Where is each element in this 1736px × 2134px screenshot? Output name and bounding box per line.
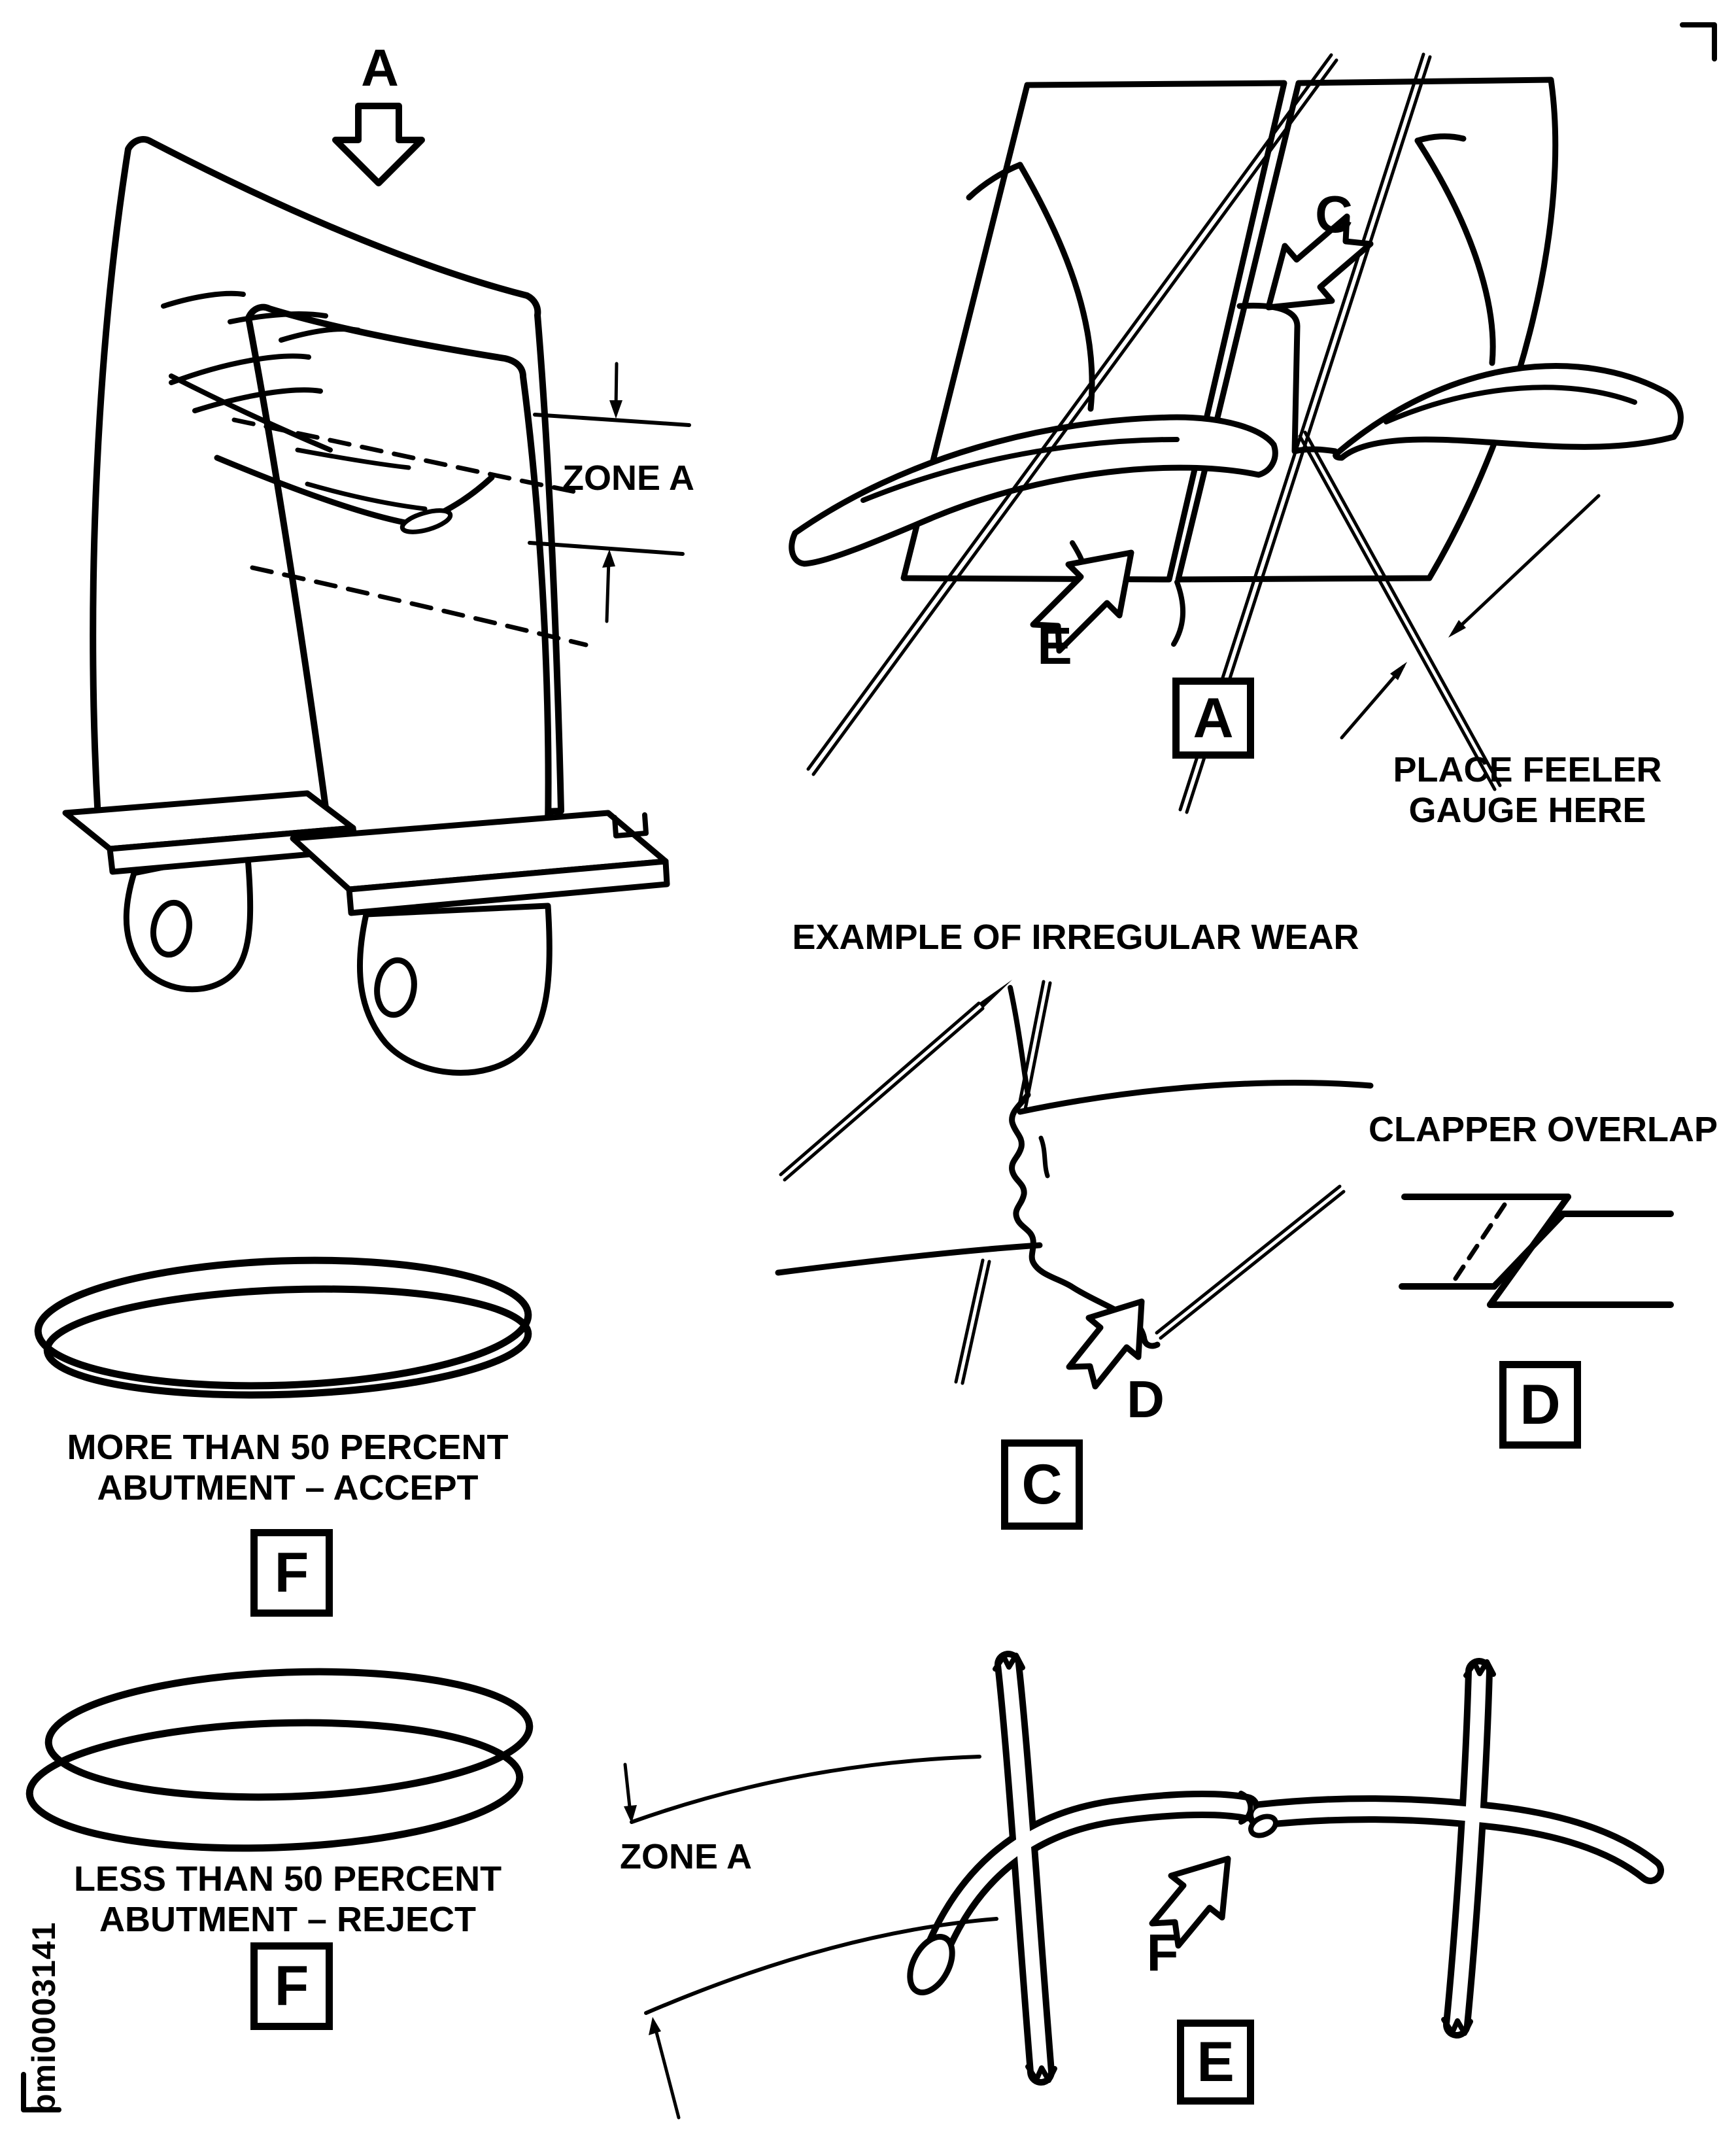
zone-a-label-bottom: ZONE A <box>620 1837 752 1876</box>
arrow-e-label: E <box>1037 617 1072 675</box>
abutment-accept-drawing <box>36 1252 530 1403</box>
arrow-c-label: C <box>1315 185 1353 243</box>
clapper-overlap-drawing <box>1402 1197 1671 1305</box>
feeler-gauge-note <box>1393 749 1661 831</box>
irregular-wear-drawing <box>778 980 1370 1386</box>
clapper-overlap-title: CLAPPER OVERLAP <box>1368 1110 1718 1149</box>
zone-arc-upper <box>632 1757 979 1822</box>
view-arrow-a-label: A <box>361 39 399 97</box>
zone-leader-upper <box>535 415 689 425</box>
feeler-note-line2: GAUGE HERE <box>1408 791 1646 830</box>
abutment-reject-drawing <box>27 1664 532 1856</box>
feeler-strip <box>785 1008 983 1180</box>
page-corner-mark <box>1682 25 1714 59</box>
hidden-edge-dashed <box>1455 1205 1505 1279</box>
reject-caption-line1: LESS THAN 50 PERCENT <box>73 1859 502 1899</box>
section-view-drawing <box>624 1655 1650 2118</box>
feeler-note-line1: PLACE FEELER <box>1393 750 1662 789</box>
abutment-reject-caption <box>74 1859 502 1940</box>
feeler-strip <box>962 1262 989 1383</box>
accept-box-letter: F <box>274 1541 309 1604</box>
irregular-wear-title: EXAMPLE OF IRREGULAR WEAR <box>792 918 1359 957</box>
overlap-reference-box <box>1499 1361 1581 1449</box>
zone-a-label-left: ZONE A <box>562 458 694 498</box>
wear-reference-box <box>1001 1439 1083 1530</box>
dimension-leader <box>1453 496 1599 633</box>
blade-pair-drawing <box>65 106 689 1073</box>
feeler-strip <box>956 1260 983 1382</box>
section-reference-box <box>1177 2020 1254 2105</box>
reject-box-letter: F <box>274 1954 309 2018</box>
feeler-strip <box>1161 1192 1344 1338</box>
down-arrow-icon <box>335 106 422 183</box>
section-box-letter: E <box>1197 2030 1234 2093</box>
abutment-accept-caption <box>67 1427 508 1508</box>
arrow-d-label: D <box>1127 1370 1165 1428</box>
reject-caption-line2: ABUTMENT – REJECT <box>99 1900 477 1939</box>
wear-box-letter: C <box>1021 1453 1063 1516</box>
feeler-strip <box>1157 1186 1340 1333</box>
dimension-leader <box>1342 666 1403 738</box>
arrow-f-label: F <box>1146 1923 1179 1982</box>
view-a-box-letter: A <box>1193 686 1234 749</box>
overlap-box-letter: D <box>1520 1373 1561 1436</box>
view-a-reference-box <box>1172 678 1254 759</box>
figure-code: bmi0003141 <box>26 1921 62 2114</box>
feeler-strip <box>781 1003 979 1175</box>
accept-reference-box <box>250 1529 333 1617</box>
reject-reference-box <box>250 1942 333 2030</box>
accept-caption-line1: MORE THAN 50 PERCENT <box>67 1428 509 1467</box>
accept-caption-line2: ABUTMENT – ACCEPT <box>97 1468 479 1507</box>
